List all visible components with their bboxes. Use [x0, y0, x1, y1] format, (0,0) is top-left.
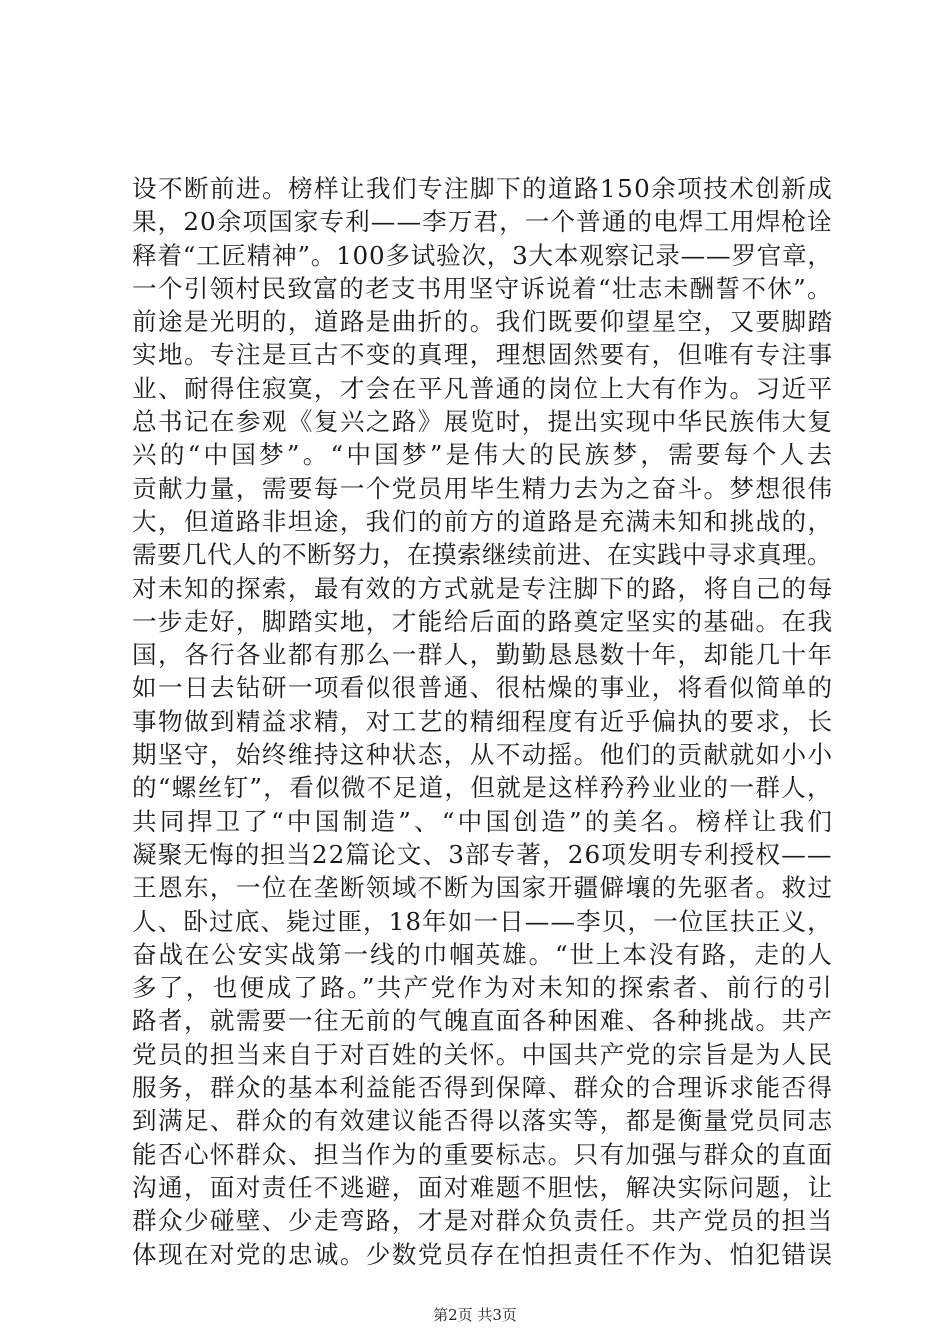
text-line: 能否心怀群众、担当作为的重要标志。只有加强与群众的直面	[132, 1139, 834, 1169]
body-text	[132, 172, 836, 1271]
text-line: 事物做到精益求精，对工艺的精细程度有近乎偏执的要求，长	[132, 706, 834, 736]
text-line: 多了，也便成了路。”共产党作为对未知的探索者、前行的引	[132, 973, 835, 1003]
text-line: 兴的“中国梦”。“中国梦”是伟大的民族梦，需要每个人去	[132, 440, 836, 470]
page-number-footer: 第2页 共3页	[433, 1306, 517, 1324]
text-line: 人、卧过底、毙过匪，18年如一日——李贝，一位匡扶正义，	[132, 906, 833, 936]
text-line: 前途是光明的，道路是曲折的。我们既要仰望星空，又要脚踏	[132, 307, 834, 337]
text-line: 路者，就需要一往无前的气魄直面各种困难、各种挑战。共产	[132, 1006, 834, 1036]
text-line: 对未知的探索，最有效的方式就是专注脚下的路，将自己的每	[132, 573, 834, 603]
text-line: 国，各行各业都有那么一群人，勤勤恳恳数十年，却能几十年	[132, 640, 834, 670]
text-line: 期坚守，始终维持这种状态，从不动摇。他们的贡献就如小小	[132, 740, 834, 770]
text-line: 党员的担当来自于对百姓的关怀。中国共产党的宗旨是为人民	[132, 1039, 834, 1069]
text-line: 到满足、群众的有效建议能否得以落实等，都是衡量党员同志	[132, 1106, 834, 1136]
text-line: 凝聚无悔的担当22篇论文、3部专著，26项发明专利授权——	[132, 839, 833, 869]
text-line: 果，20余项国家专利——李万君，一个普通的电焊工用焊枪诠	[132, 207, 833, 237]
text-line: 的“螺丝钉”，看似微不足道，但就是这样矜矜业业的一群人，	[132, 773, 833, 803]
text-line: 贡献力量，需要每一个党员用毕生精力去为之奋斗。梦想很伟	[132, 473, 834, 503]
text-line: 共同捍卫了“中国制造”、“中国创造”的美名。榜样让我们	[132, 806, 836, 836]
text-line: 王恩东，一位在垄断领域不断为国家开疆僻壤的先驱者。救过	[132, 873, 834, 903]
text-line: 一步走好，脚踏实地，才能给后面的路奠定坚实的基础。在我	[132, 606, 834, 636]
text-line: 一个引领村民致富的老支书用坚守诉说着“壮志未酬誓不休”。	[132, 273, 833, 303]
text-line: 需要几代人的不断努力，在摸索继续前进、在实践中寻求真理。	[132, 540, 833, 570]
text-line: 实地。专注是亘古不变的真理，理想固然要有，但唯有专注事	[132, 340, 834, 370]
text-line: 群众少碰壁、少走弯路，才是对群众负责任。共产党员的担当	[132, 1206, 834, 1236]
text-line: 沟通，面对责任不逃避，面对难题不胆怯，解决实际问题，让	[132, 1172, 834, 1202]
text-line: 体现在对党的忠诚。少数党员存在怕担责任不作为、怕犯错误	[132, 1239, 834, 1269]
text-line: 业、耐得住寂寞，才会在平凡普通的岗位上大有作为。习近平	[132, 373, 834, 403]
text-line: 总书记在参观《复兴之路》展览时，提出实现中华民族伟大复	[132, 407, 834, 437]
text-line: 设不断前进。榜样让我们专注脚下的道路150余项技术创新成	[132, 174, 834, 203]
text-line: 如一日去钻研一项看似很普通、很枯燥的事业，将看似简单的	[132, 673, 834, 703]
text-line: 奋战在公安实战第一线的巾帼英雄。“世上本没有路，走的人	[132, 939, 834, 969]
text-line: 释着“工匠精神”。100多试验次，3大本观察记录——罗官章，	[132, 240, 833, 270]
text-line: 大，但道路非坦途，我们的前方的道路是充满未知和挑战的，	[132, 506, 834, 536]
text-line: 服务，群众的基本利益能否得到保障、群众的合理诉求能否得	[132, 1073, 834, 1103]
